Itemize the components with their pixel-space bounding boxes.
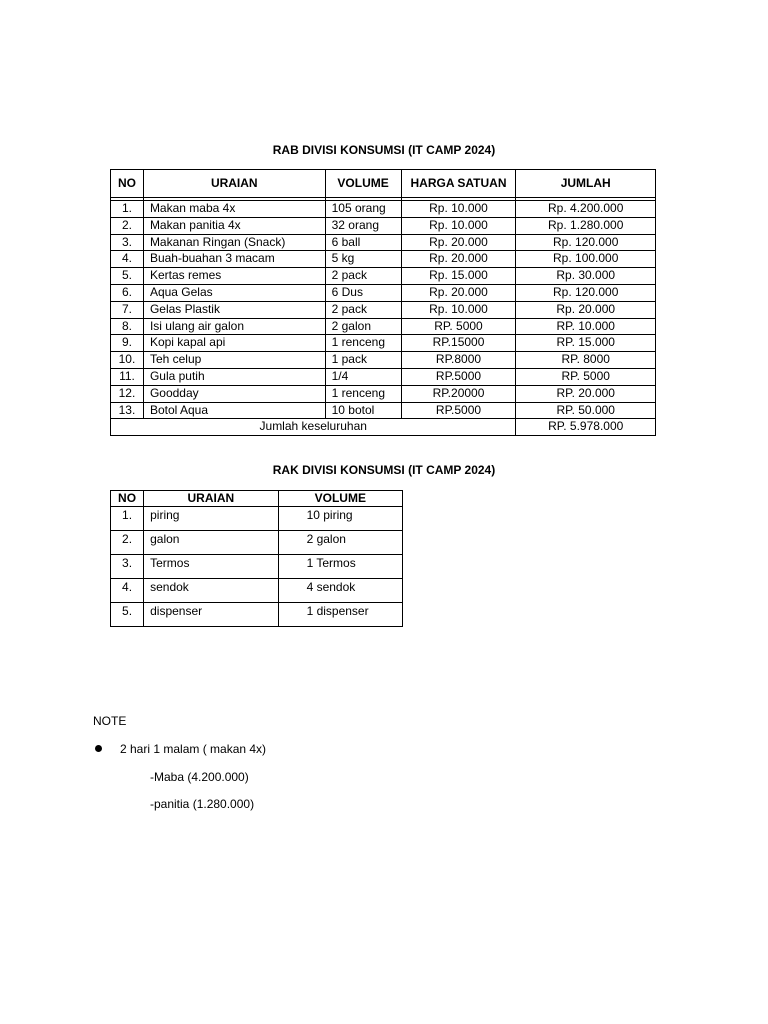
table-row <box>111 352 656 369</box>
rab-cell-jumlah: RP. 5000 <box>516 368 656 385</box>
rab-cell-no: 7. <box>111 301 144 318</box>
rab-cell-uraian: Aqua Gelas <box>143 284 325 301</box>
rab-cell-uraian: Kopi kapal api <box>143 335 325 352</box>
rab-cell-harga: Rp. 10.000 <box>401 217 516 234</box>
rak-cell-no: 1. <box>111 507 144 531</box>
rab-cell-jumlah: Rp. 100.000 <box>516 251 656 268</box>
rab-cell-harga: RP.5000 <box>401 402 516 419</box>
rab-cell-no: 1. <box>111 201 144 218</box>
table-row <box>111 217 656 234</box>
rab-cell-no: 5. <box>111 268 144 285</box>
rab-cell-volume: 1 pack <box>325 352 401 369</box>
rab-cell-uraian: Gula putih <box>143 368 325 385</box>
rab-cell-uraian: Goodday <box>143 385 325 402</box>
rab-total-label: Jumlah keseluruhan <box>111 419 516 436</box>
rab-cell-volume: 1 renceng <box>325 335 401 352</box>
table-row <box>111 555 403 579</box>
table-row <box>111 579 403 603</box>
rak-header-volume: VOLUME <box>278 491 402 507</box>
table-row <box>111 301 656 318</box>
rab-cell-volume: 10 botol <box>325 402 401 419</box>
table-row <box>111 201 656 218</box>
rak-cell-volume: 10 piring <box>278 507 402 531</box>
rab-cell-no: 9. <box>111 335 144 352</box>
rab-total-value: RP. 5.978.000 <box>516 419 656 436</box>
rab-cell-jumlah: Rp. 30.000 <box>516 268 656 285</box>
rab-cell-harga: Rp. 15.000 <box>401 268 516 285</box>
table-row <box>111 603 403 627</box>
rab-cell-volume: 32 orang <box>325 217 401 234</box>
rab-cell-jumlah: Rp. 120.000 <box>516 234 656 251</box>
rab-table <box>110 169 656 436</box>
rab-cell-jumlah: Rp. 20.000 <box>516 301 656 318</box>
rak-table <box>110 490 403 627</box>
rab-cell-volume: 5 kg <box>325 251 401 268</box>
rak-cell-uraian: piring <box>144 507 278 531</box>
rab-cell-no: 3. <box>111 234 144 251</box>
rab-cell-jumlah: RP. 50.000 <box>516 402 656 419</box>
rab-cell-harga: RP.15000 <box>401 335 516 352</box>
rak-header-uraian: URAIAN <box>144 491 278 507</box>
rab-cell-volume: 2 pack <box>325 268 401 285</box>
rab-cell-uraian: Makanan Ringan (Snack) <box>143 234 325 251</box>
table-row <box>111 284 656 301</box>
rak-header-row <box>111 491 403 507</box>
rak-cell-uraian: galon <box>144 531 278 555</box>
rak-cell-no: 2. <box>111 531 144 555</box>
rab-cell-volume: 6 ball <box>325 234 401 251</box>
rab-cell-harga: Rp. 20.000 <box>401 234 516 251</box>
table-row <box>111 268 656 285</box>
rab-cell-jumlah: Rp. 4.200.000 <box>516 201 656 218</box>
note-sub-item: -panitia (1.280.000) <box>150 797 255 811</box>
rab-cell-uraian: Buah-buahan 3 macam <box>143 251 325 268</box>
rab-cell-volume: 105 orang <box>325 201 401 218</box>
rab-cell-uraian: Botol Aqua <box>143 402 325 419</box>
note-heading: NOTE <box>93 714 127 728</box>
rab-cell-uraian: Isi ulang air galon <box>143 318 325 335</box>
rab-cell-harga: RP. 5000 <box>401 318 516 335</box>
rab-cell-no: 13. <box>111 402 144 419</box>
table-row <box>111 368 656 385</box>
rab-header-jumlah: JUMLAH <box>516 170 656 198</box>
rak-cell-volume: 1 Termos <box>278 555 402 579</box>
rab-cell-uraian: Teh celup <box>143 352 325 369</box>
rab-title: RAB DIVISI KONSUMSI (IT CAMP 2024) <box>272 143 496 157</box>
rak-cell-uraian: Termos <box>144 555 278 579</box>
rak-title: RAK DIVISI KONSUMSI (IT CAMP 2024) <box>272 463 496 477</box>
rab-cell-uraian: Gelas Plastik <box>143 301 325 318</box>
rak-cell-no: 5. <box>111 603 144 627</box>
rab-cell-jumlah: RP. 10.000 <box>516 318 656 335</box>
note-bullet <box>95 742 266 756</box>
rab-total-row <box>111 419 656 436</box>
rab-cell-no: 4. <box>111 251 144 268</box>
rab-cell-no: 11. <box>111 368 144 385</box>
rab-header-volume: VOLUME <box>325 170 401 198</box>
rab-cell-no: 10. <box>111 352 144 369</box>
rak-cell-uraian: dispenser <box>144 603 278 627</box>
table-row <box>111 507 403 531</box>
table-row <box>111 335 656 352</box>
rak-header-no: NO <box>111 491 144 507</box>
rab-cell-no: 12. <box>111 385 144 402</box>
rab-cell-jumlah: RP. 20.000 <box>516 385 656 402</box>
note-bullet-text: 2 hari 1 malam ( makan 4x) <box>120 742 267 756</box>
rak-cell-no: 3. <box>111 555 144 579</box>
bullet-icon <box>95 745 102 752</box>
rab-cell-harga: Rp. 20.000 <box>401 284 516 301</box>
rab-cell-jumlah: RP. 15.000 <box>516 335 656 352</box>
rak-cell-volume: 1 dispenser <box>278 603 402 627</box>
rab-cell-harga: RP.5000 <box>401 368 516 385</box>
rab-cell-harga: Rp. 10.000 <box>401 301 516 318</box>
rab-cell-harga: Rp. 10.000 <box>401 201 516 218</box>
rab-header-uraian: URAIAN <box>143 170 325 198</box>
rab-cell-jumlah: RP. 8000 <box>516 352 656 369</box>
rab-cell-uraian: Makan panitia 4x <box>143 217 325 234</box>
table-row <box>111 531 403 555</box>
rab-cell-no: 6. <box>111 284 144 301</box>
rab-cell-uraian: Makan maba 4x <box>143 201 325 218</box>
rab-cell-volume: 1 renceng <box>325 385 401 402</box>
table-row <box>111 251 656 268</box>
rak-cell-uraian: sendok <box>144 579 278 603</box>
rab-cell-no: 8. <box>111 318 144 335</box>
rak-cell-no: 4. <box>111 579 144 603</box>
table-row <box>111 318 656 335</box>
rab-cell-harga: RP.20000 <box>401 385 516 402</box>
rab-cell-volume: 2 pack <box>325 301 401 318</box>
rab-cell-volume: 6 Dus <box>325 284 401 301</box>
rab-cell-uraian: Kertas remes <box>143 268 325 285</box>
rab-cell-jumlah: Rp. 120.000 <box>516 284 656 301</box>
table-row <box>111 402 656 419</box>
rab-cell-no: 2. <box>111 217 144 234</box>
rab-cell-harga: RP.8000 <box>401 352 516 369</box>
rab-cell-volume: 2 galon <box>325 318 401 335</box>
rab-cell-harga: Rp. 20.000 <box>401 251 516 268</box>
rab-cell-volume: 1/4 <box>325 368 401 385</box>
note-sub-item: -Maba (4.200.000) <box>150 770 249 784</box>
rab-cell-jumlah: Rp. 1.280.000 <box>516 217 656 234</box>
table-row <box>111 385 656 402</box>
rab-header-no: NO <box>111 170 144 198</box>
rak-cell-volume: 4 sendok <box>278 579 402 603</box>
table-row <box>111 234 656 251</box>
rak-cell-volume: 2 galon <box>278 531 402 555</box>
rab-header-harga-satuan: HARGA SATUAN <box>401 170 516 198</box>
rab-header-row <box>111 170 656 198</box>
